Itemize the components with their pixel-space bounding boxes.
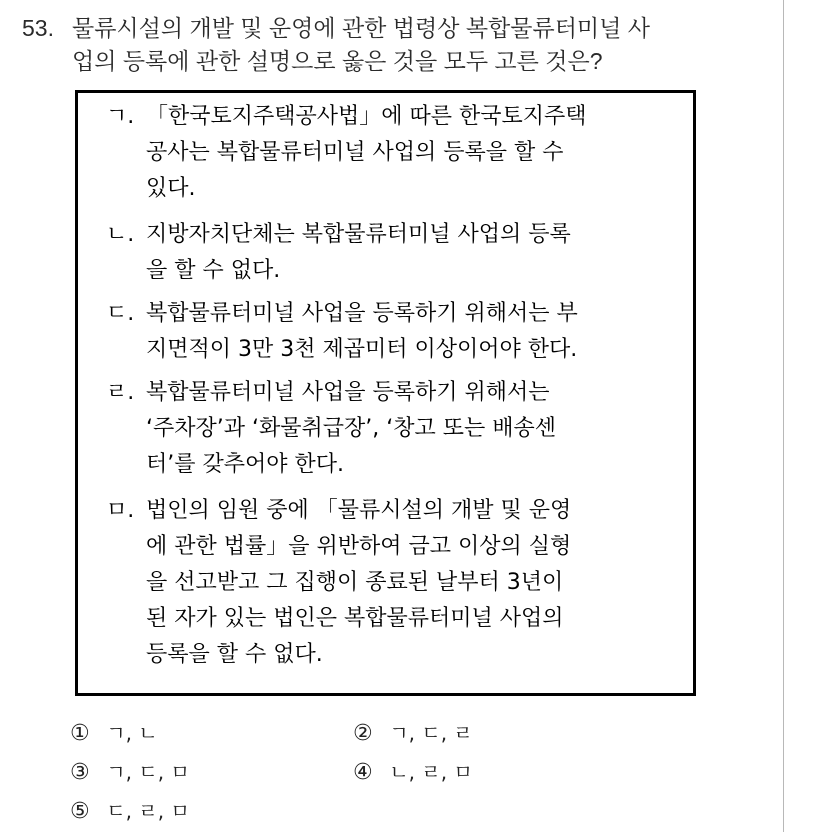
statement-line: 지방자치단체는 복합물류터미널 사업의 등록 <box>146 222 571 247</box>
statement-digeut <box>106 296 681 368</box>
statement-mark: ㅁ. <box>106 498 135 523</box>
statement-line: 복합물류터미널 사업을 등록하기 위해서는 부 <box>146 301 578 326</box>
choice-4[interactable] <box>353 757 473 787</box>
statement-line: 공사는 복합물류터미널 사업의 등록을 할 수 <box>146 140 564 165</box>
statement-line: 법인의 임원 중에 「물류시설의 개발 및 운영 <box>146 498 572 523</box>
choice-text: ㄴ, ㄹ, ㅁ <box>389 760 473 784</box>
choice-text: ㄱ, ㄷ, ㄹ <box>389 721 473 745</box>
choice-1[interactable] <box>70 718 158 748</box>
statement-line: 을 할 수 없다. <box>146 258 281 283</box>
statement-rieul <box>106 375 681 483</box>
question-text-1: 물류시설의 개발 및 운영에 관한 법령상 복합물류터미널 사 <box>72 15 650 41</box>
statement-line: 터’를 갖추어야 한다. <box>146 452 344 477</box>
statement-line: 지면적이 3만 3천 제곱미터 이상이어야 한다. <box>146 337 578 362</box>
choice-3[interactable] <box>70 757 190 787</box>
page-divider-line <box>783 0 784 832</box>
choice-5[interactable] <box>70 796 190 826</box>
choice-2[interactable] <box>353 718 473 748</box>
choice-number: ② <box>353 721 373 746</box>
choice-number: ④ <box>353 760 373 785</box>
statement-line: 에 관한 법률」을 위반하여 금고 이상의 실형 <box>146 534 572 559</box>
statement-line: ‘주차장’과 ‘화물취급장’, ‘창고 또는 배송센 <box>146 416 556 441</box>
statement-mark: ㄱ. <box>106 104 135 129</box>
choice-number: ③ <box>70 760 90 785</box>
statement-line: 을 선고받고 그 집행이 종료된 날부터 3년이 <box>146 570 564 595</box>
choice-number: ① <box>70 721 90 746</box>
question-number: 53. <box>22 15 54 41</box>
statement-giyeok <box>106 99 681 207</box>
statement-mark: ㄷ. <box>106 301 135 326</box>
choice-text: ㄱ, ㄷ, ㅁ <box>106 760 190 784</box>
choice-text: ㄷ, ㄹ, ㅁ <box>106 799 190 823</box>
choice-number: ⑤ <box>70 799 90 824</box>
statement-line: 등록을 할 수 없다. <box>146 642 323 667</box>
question-stem <box>22 12 762 78</box>
statement-line: 복합물류터미널 사업을 등록하기 위해서는 <box>146 380 550 405</box>
statement-mark: ㄹ. <box>106 380 135 405</box>
question-line-1 <box>22 12 762 45</box>
statement-mieum <box>106 493 681 673</box>
statement-line: 「한국토지주택공사법」에 따른 한국토지주택 <box>146 104 587 129</box>
question-text-2: 업의 등록에 관한 설명으로 옳은 것을 모두 고른 것은? <box>72 48 603 74</box>
statement-box <box>75 90 696 696</box>
statement-line: 된 자가 있는 법인은 복합물류터미널 사업의 <box>146 606 564 631</box>
statement-nieun <box>106 217 681 289</box>
choice-text: ㄱ, ㄴ <box>106 721 158 745</box>
statement-line: 있다. <box>146 176 196 201</box>
statement-mark: ㄴ. <box>106 222 135 247</box>
